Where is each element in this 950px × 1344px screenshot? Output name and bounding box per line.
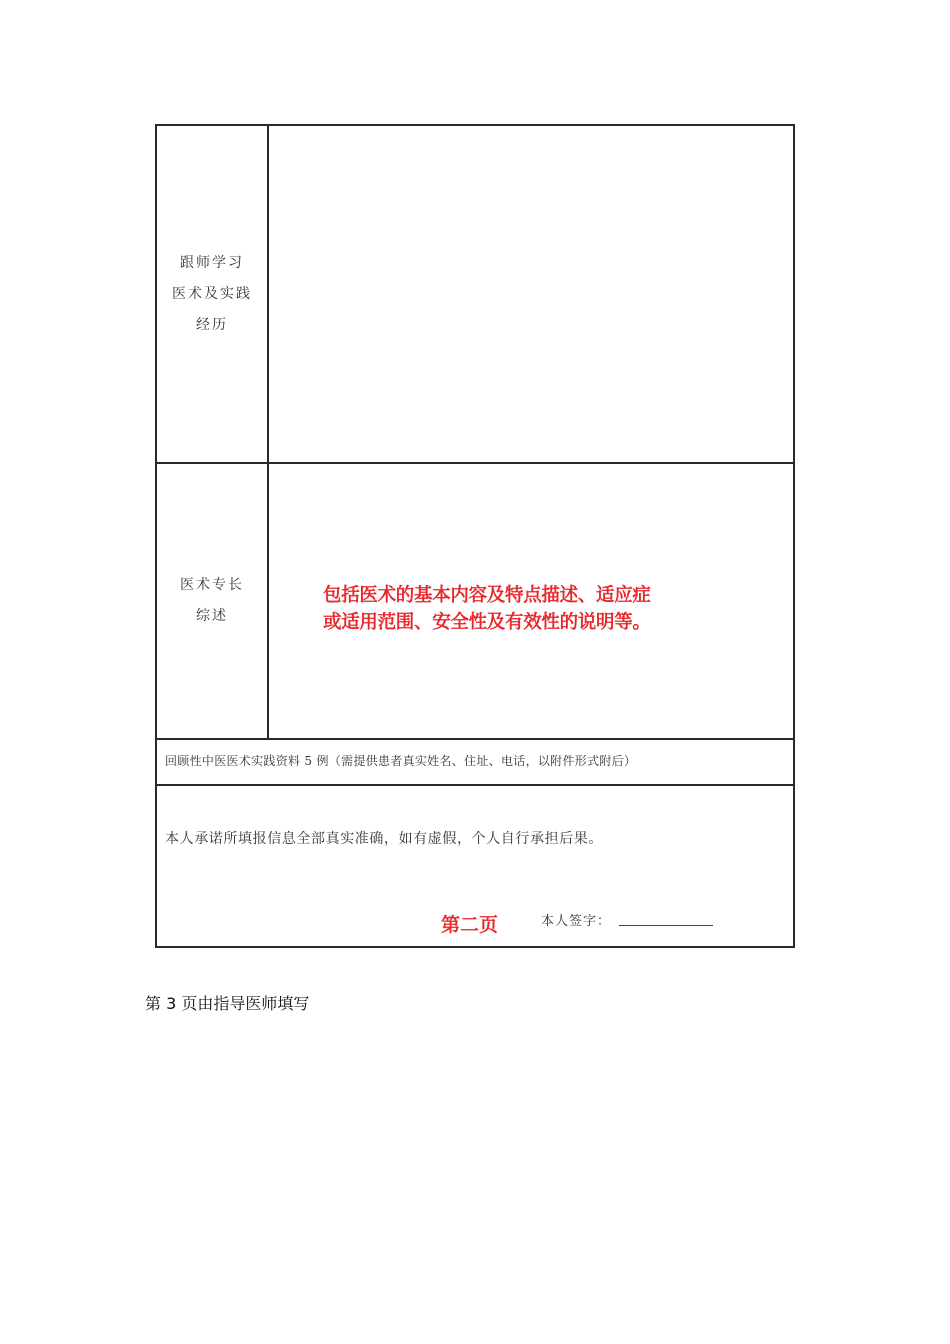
specialty-content-field[interactable] (269, 464, 793, 738)
experience-label-cell (157, 126, 269, 462)
specialty-hint-line: 或适用范围、安全性及有效性的说明等。 (323, 612, 651, 633)
page-number-mark: 第二页 (441, 914, 499, 936)
cases-row (157, 740, 793, 786)
experience-label (172, 248, 252, 341)
specialty-label-cell (157, 464, 269, 738)
specialty-label-line: 综述 (196, 608, 228, 624)
specialty-hint-line: 包括医术的基本内容及特点描述、适应症 (323, 585, 651, 606)
signature-label: 本人签字： (541, 914, 612, 929)
experience-label-line: 经历 (196, 316, 228, 333)
pledge-statement: 本人承诺所填报信息全部真实准确，如有虚假，个人自行承担后果。 (165, 831, 603, 847)
specialty-row (157, 464, 793, 740)
page-caption: 第 3 页由指导医师填写 (145, 994, 310, 1013)
experience-row (157, 126, 793, 464)
pledge-row (157, 786, 793, 948)
signature-field[interactable] (619, 925, 713, 926)
cases-instruction: 回顾性中医医术实践资料 5 例（需提供患者真实姓名、住址、电话，以附件形式附后） (165, 754, 637, 768)
experience-label-line: 跟师学习 (180, 254, 244, 271)
specialty-label (180, 570, 244, 632)
application-form-table (155, 124, 795, 948)
experience-label-line: 医术及实践 (172, 285, 252, 302)
specialty-label-line: 医术专长 (180, 577, 244, 593)
specialty-hint (323, 582, 651, 636)
experience-content-field[interactable] (269, 126, 793, 462)
